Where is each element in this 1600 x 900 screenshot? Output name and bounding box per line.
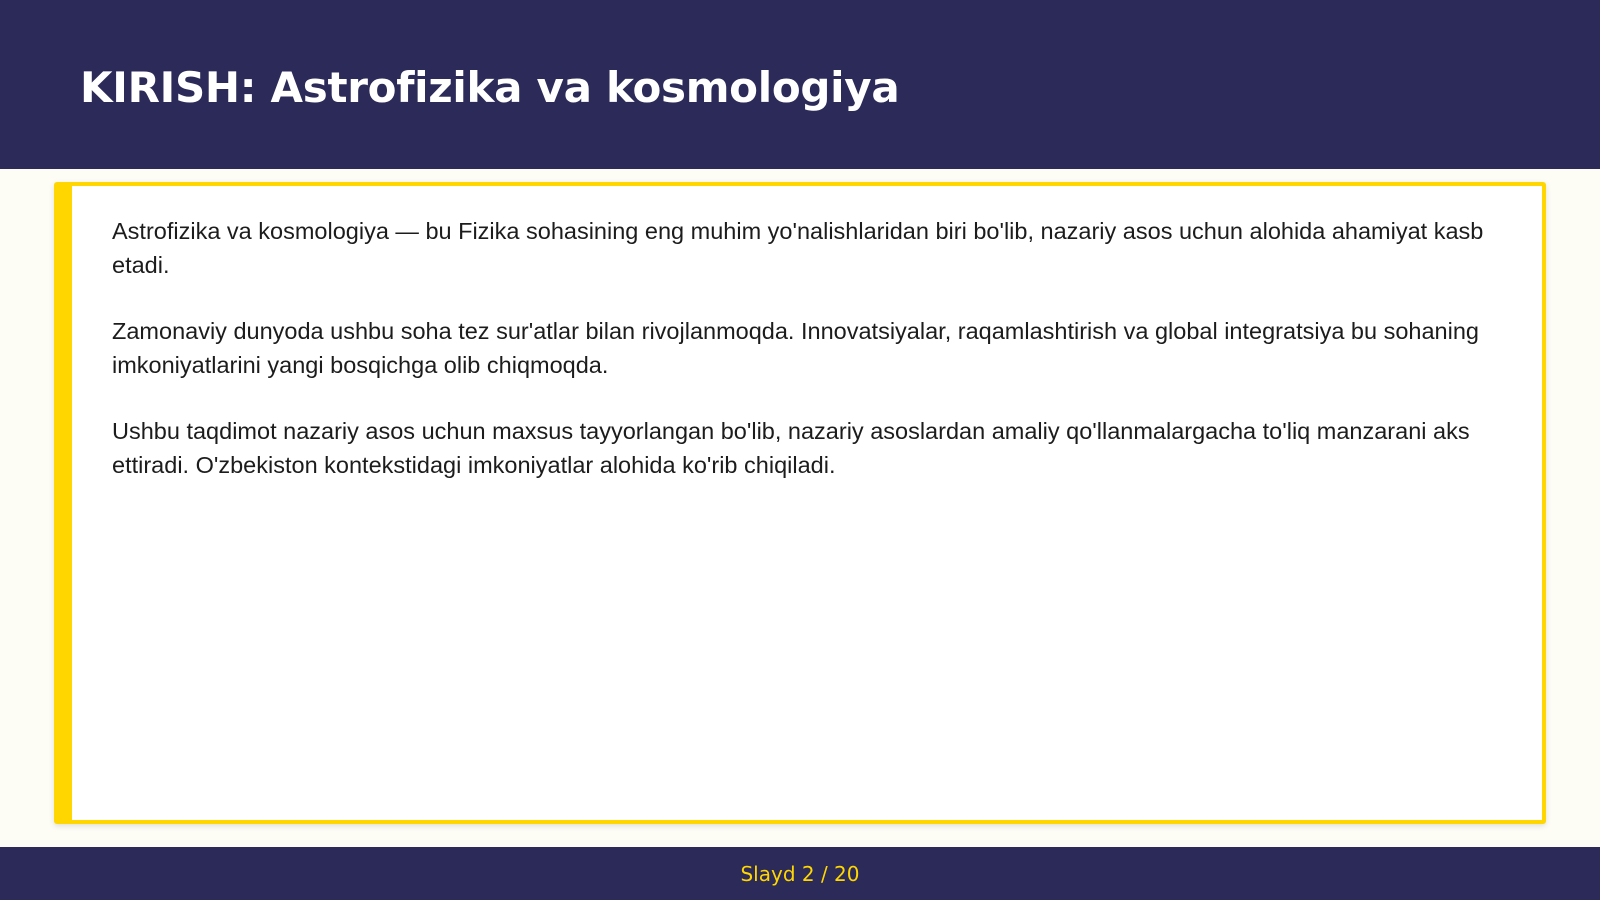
paragraph-modern-world: Zamonaviy dunyoda ushbu soha tez sur'atlar bilan rivojlanmoqda. Innovatsiyalar, raqamlashtirish va global integratsiya bu sohaning imkoniyatlarini yangi bosqichga olib chiqmoqda. (112, 318, 1479, 378)
paragraph-intro: Astrofizika va kosmologiya — bu Fizika sohasining eng muhim yo'nalishlaridan biri bo'lib, nazariy asos uchun alohida ahamiyat kasb etadi. (112, 218, 1484, 278)
content-body (112, 214, 1502, 514)
slide-footer (0, 847, 1600, 900)
slide-title: KIRISH: Astrofizika va kosmologiya (80, 63, 900, 112)
paragraph-presentation-purpose: Ushbu taqdimot nazariy asos uchun maxsus tayyorlangan bo'lib, nazariy asoslardan amaliy qo'llanmalargacha to'liq manzarani aks ettiradi. O'zbekiston kontekstidagi imkoniyatlar alohida ko'rib chiqiladi. (112, 418, 1470, 478)
slide-header (0, 0, 1600, 169)
slide-counter: Slayd 2 / 20 (740, 862, 860, 886)
content-card (54, 182, 1546, 824)
